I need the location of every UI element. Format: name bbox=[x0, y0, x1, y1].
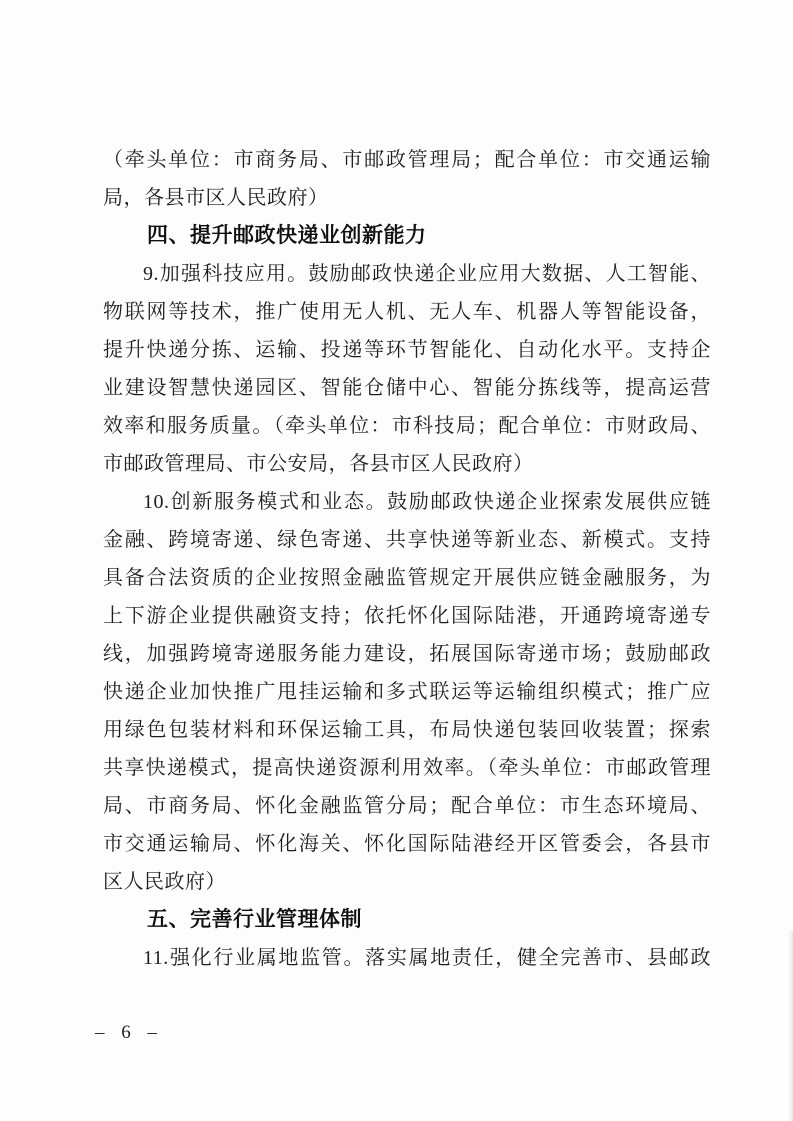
text-line: 局，各县市区人民政府） bbox=[103, 187, 329, 209]
text-line: 共享快递模式，提高快递资源利用效率。（牵头单位：市邮政管理 bbox=[103, 757, 711, 779]
text-line: 10.创新服务模式和业态。鼓励邮政快递企业探索发展供应链 bbox=[143, 491, 711, 513]
text-line: 金融、跨境寄递、绿色寄递、共享快递等新业态、新模式。支持 bbox=[103, 529, 711, 551]
page-number: – 6 – bbox=[95, 1022, 163, 1043]
text-line: 市邮政管理局、市公安局，各县市区人民政府） bbox=[103, 453, 534, 475]
text-line: 物联网等技术，推广使用无人机、无人车、机器人等智能设备， bbox=[103, 301, 711, 323]
text-line: 提升快递分拣、运输、投递等环节智能化、自动化水平。支持企 bbox=[103, 339, 711, 361]
section-heading-5: 五、完善行业管理体制 bbox=[147, 908, 362, 931]
text-line: 用绿色包装材料和环保运输工具，布局快递包装回收装置；探索 bbox=[103, 719, 711, 741]
scan-edge-shadow bbox=[788, 931, 793, 1121]
document-body bbox=[103, 141, 711, 977]
text-line: 上下游企业提供融资支持；依托怀化国际陆港，开通跨境寄递专 bbox=[103, 605, 711, 627]
text-line: 快递企业加快推广甩挂运输和多式联运等运输组织模式；推广应 bbox=[103, 681, 711, 703]
text-line: 效率和服务质量。（牵头单位：市科技局；配合单位：市财政局、 bbox=[103, 415, 711, 437]
text-line: 具备合法资质的企业按照金融监管规定开展供应链金融服务，为 bbox=[103, 567, 711, 589]
section-heading-4: 四、提升邮政快递业创新能力 bbox=[147, 224, 427, 247]
text-line: 局、市商务局、怀化金融监管分局；配合单位：市生态环境局、 bbox=[103, 795, 711, 817]
text-line: 线，加强跨境寄递服务能力建设，拓展国际寄递市场；鼓励邮政 bbox=[103, 643, 711, 665]
text-line: 业建设智慧快递园区、智能仓储中心、智能分拣线等，提高运营 bbox=[103, 377, 711, 399]
text-line: （牵头单位：市商务局、市邮政管理局；配合单位：市交通运输 bbox=[103, 149, 711, 171]
text-line: 市交通运输局、怀化海关、怀化国际陆港经开区管委会，各县市 bbox=[103, 833, 711, 855]
text-line: 9.加强科技应用。鼓励邮政快递企业应用大数据、人工智能、 bbox=[143, 263, 711, 285]
text-line: 区人民政府） bbox=[103, 871, 226, 893]
text-line: 11.强化行业属地监管。落实属地责任，健全完善市、县邮政 bbox=[143, 947, 711, 969]
